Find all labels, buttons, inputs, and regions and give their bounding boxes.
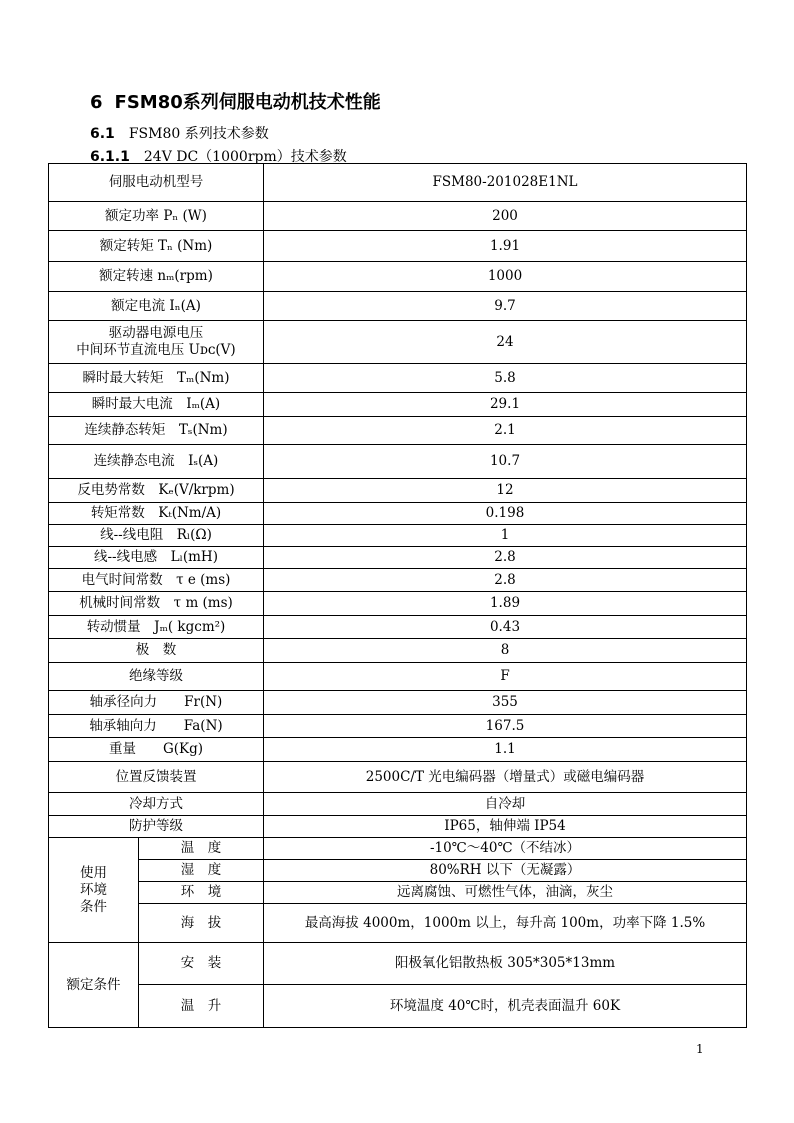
table-cell-label: 反电势常数 Kₑ(V/krpm) [49,479,264,503]
table-row [49,663,747,691]
table-row [49,231,747,262]
table-row [49,479,747,503]
label-line-1: 驱动器电源电压 [108,325,204,341]
table-cell-label: 额定转速 nₘ(rpm) [49,262,264,292]
table-cell-label: 温 度 [139,838,264,860]
table-cell-label: 连续静态转矩 Tₛ(Nm) [49,417,264,445]
table-cell-label: 瞬时最大电流 Iₘ(A) [49,393,264,417]
table-row [49,639,747,663]
table-row [49,793,747,816]
table-row [49,503,747,525]
table-cell-label: 极 数 [49,639,264,663]
table-row [49,547,747,569]
table-cell-label: 轴承径向力 Fr(N) [49,691,264,715]
table-cell-value: F [264,663,747,691]
table-row [49,364,747,393]
table-cell-value: 1000 [264,262,747,292]
table-cell-value: 0.43 [264,616,747,639]
table-row [49,816,747,838]
table-cell-label: 安 装 [139,943,264,985]
table-cell-label: 温 升 [139,985,264,1028]
table-cell-value: 阳极氧化铝散热板 305*305*13mm [264,943,747,985]
page-number: 1 [696,1042,704,1056]
table-row [49,262,747,292]
table-cell-value: IP65，轴伸端 IP54 [264,816,747,838]
section-number: 6 [90,92,103,113]
table-cell-label: 轴承轴向力 Fa(N) [49,715,264,738]
table-cell-label: 额定转矩 Tₙ (Nm) [49,231,264,262]
table-cell-value: 1.1 [264,738,747,762]
subsection-heading [90,123,269,143]
table-cell-label: 线--线电阻 Rₗ(Ω) [49,525,264,547]
table-cell-label: 线--线电感 Lₗ(mH) [49,547,264,569]
table-cell-value: FSM80-201028E1NL [264,164,747,202]
table-cell-label: 位置反馈装置 [49,762,264,793]
table-cell-value: 80%RH 以下（无凝露） [264,860,747,882]
table-cell-label: 海 拔 [139,904,264,943]
table-cell-label: 湿 度 [139,860,264,882]
table-cell-value: 1.89 [264,592,747,616]
table-cell-value: 9.7 [264,292,747,321]
table-row [49,838,747,860]
table-row [49,985,747,1028]
table-cell-label: 机械时间常数 τ m (ms) [49,592,264,616]
table-row [49,860,747,882]
table-cell-value: 1.91 [264,231,747,262]
table-cell-value: 10.7 [264,445,747,479]
table-cell-label: 转矩常数 Kₜ(Nm/A) [49,503,264,525]
subsubsection-title: 24V DC（1000rpm）技术参数 [143,149,347,165]
table-cell-value: 5.8 [264,364,747,393]
table-cell-value: 1 [264,525,747,547]
table-cell-value: 2.8 [264,547,747,569]
table-row [49,762,747,793]
subsubsection-number: 6.1.1 [90,149,130,165]
table-cell-label: 冷却方式 [49,793,264,816]
section-title: FSM80系列伺服电动机技术性能 [114,92,381,113]
label-line-2: 中间环节直流电压 Uᴅᴄ(V) [76,342,236,358]
table-cell-label: 额定电流 Iₙ(A) [49,292,264,321]
table-row [49,882,747,904]
section-heading [90,88,381,114]
table-row [49,738,747,762]
table-row [49,616,747,639]
table-cell-label: 连续静态电流 Iₛ(A) [49,445,264,479]
table-row [49,715,747,738]
table-cell-label: 转动惯量 Jₘ( kgcm²) [49,616,264,639]
table-row [49,904,747,943]
env-group-label-line: 条件 [80,898,107,915]
table-cell-label: 防护等级 [49,816,264,838]
table-row [49,943,747,985]
subsection-title: FSM80 系列技术参数 [128,126,269,142]
table-cell-value: 0.198 [264,503,747,525]
table-cell-value: 远离腐蚀、可燃性气体，油滴，灰尘 [264,882,747,904]
table-cell-value: 24 [264,321,747,364]
table-cell-value: 2500C/T 光电编码器（增量式）或磁电编码器 [264,762,747,793]
env-group-label [49,838,139,943]
table-cell-value: 2.1 [264,417,747,445]
env-group-label-line: 使用 [80,864,107,881]
table-cell-value: 200 [264,202,747,231]
table-row [49,592,747,616]
table-cell-label: 环 境 [139,882,264,904]
table-row [49,417,747,445]
table-cell-label [49,321,264,364]
table-cell-value: 2.8 [264,569,747,592]
subsection-number: 6.1 [90,126,115,142]
table-cell-label: 伺服电动机型号 [49,164,264,202]
env-group-label-line: 环境 [80,881,107,898]
table-row [49,691,747,715]
table-row [49,321,747,364]
spec-table [48,163,747,1028]
rated-group-label: 额定条件 [49,943,139,1028]
table-cell-value: 167.5 [264,715,747,738]
table-row [49,569,747,592]
table-row [49,292,747,321]
table-cell-value: -10℃～40℃（不结冰） [264,838,747,860]
table-cell-value: 8 [264,639,747,663]
table-cell-label: 额定功率 Pₙ (W) [49,202,264,231]
table-header-row [49,164,747,202]
table-cell-value: 355 [264,691,747,715]
table-cell-label: 瞬时最大转矩 Tₘ(Nm) [49,364,264,393]
table-row [49,202,747,231]
table-cell-value: 自冷却 [264,793,747,816]
table-cell-value: 最高海拔 4000m，1000m 以上，每升高 100m，功率下降 1.5% [264,904,747,943]
table-cell-label: 绝缘等级 [49,663,264,691]
table-row [49,445,747,479]
table-cell-value: 29.1 [264,393,747,417]
table-cell-label: 电气时间常数 τ e (ms) [49,569,264,592]
table-cell-label: 重量 G(Kg) [49,738,264,762]
table-row [49,525,747,547]
table-row [49,393,747,417]
table-cell-value: 12 [264,479,747,503]
table-cell-value: 环境温度 40℃时，机壳表面温升 60K [264,985,747,1028]
